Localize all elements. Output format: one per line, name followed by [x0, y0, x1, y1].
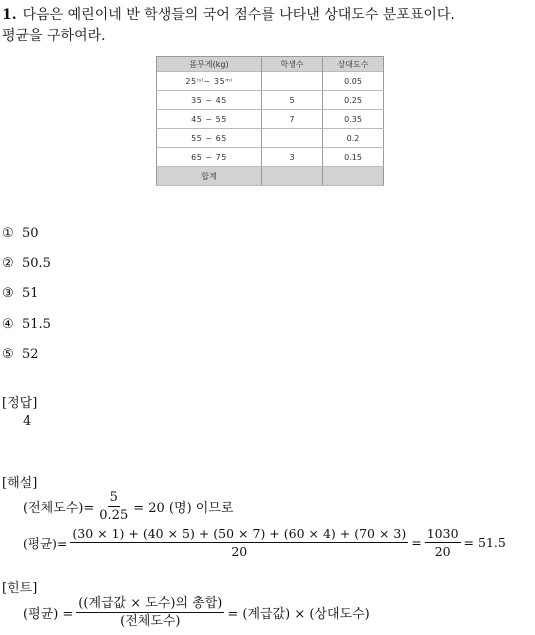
- explanation-line-1: [23, 490, 233, 523]
- option-number: ④: [2, 317, 14, 332]
- table-row: [157, 72, 384, 91]
- hint-formula: [23, 596, 370, 629]
- table-cell-class: 25ⁱˢˡ~ 35ᵐⁱ: [157, 72, 262, 91]
- table-total-count: [262, 167, 323, 186]
- fraction: [76, 596, 224, 629]
- table-cell-class: 35 ~ 45: [157, 91, 262, 110]
- table-total-row: [157, 167, 384, 186]
- option-number: ①: [2, 226, 14, 241]
- table-cell-rel: 0.05: [323, 72, 384, 91]
- option-2[interactable]: [2, 256, 51, 271]
- header-relative-frequency: 상대도수: [323, 57, 384, 72]
- answer-label: [정답]: [2, 396, 38, 411]
- hint-rhs: = (계급값) × (상대도수): [227, 607, 370, 622]
- header-weight: 몸무게(kg): [157, 57, 262, 72]
- explanation-line-2: [23, 526, 506, 559]
- fraction-denominator: 0.25: [99, 508, 129, 523]
- table-cell-count: [262, 129, 323, 148]
- table-cell-class: 65 ~ 75: [157, 148, 262, 167]
- option-number: ③: [2, 286, 14, 301]
- mean-lhs: (평균)=: [23, 535, 68, 551]
- table-header-row: [157, 57, 384, 72]
- table-cell-rel: 0.25: [323, 91, 384, 110]
- option-3[interactable]: [2, 286, 39, 301]
- fraction-denominator: 20: [434, 544, 451, 559]
- table-row: [157, 110, 384, 129]
- option-text: 50.5: [22, 256, 51, 271]
- table-cell-count: 7: [262, 110, 323, 129]
- fraction: [70, 526, 408, 559]
- table-cell-class: 55 ~ 65: [157, 129, 262, 148]
- fraction-numerator: ((계급값 × 도수)의 총합): [78, 596, 223, 611]
- question-line-2: 평균을 구하여라.: [2, 28, 106, 44]
- mean-result: = 51.5: [463, 535, 506, 550]
- option-1[interactable]: [2, 226, 39, 241]
- header-students: 학생수: [262, 57, 323, 72]
- answer-value: 4: [23, 414, 32, 429]
- option-number: ⑤: [2, 347, 14, 362]
- hint-label: [힌트]: [2, 581, 38, 596]
- equals-sign: =: [411, 535, 422, 550]
- option-text: 51.5: [22, 317, 51, 332]
- table-total-rel: [323, 167, 384, 186]
- option-text: 50: [22, 226, 39, 241]
- fraction-numerator: (30 × 1) + (40 × 5) + (50 × 7) + (60 × 4) + (70 × 3): [72, 526, 407, 541]
- table-row: [157, 148, 384, 167]
- table-cell-rel: 0.35: [323, 110, 384, 129]
- explanation-label: [해설]: [2, 476, 38, 491]
- option-text: 52: [22, 347, 39, 362]
- question-text-1: 다음은 예린이네 반 학생들의 국어 점수를 나타낸 상대도수 분포표이다.: [22, 7, 455, 23]
- frequency-table: [156, 56, 384, 186]
- table-total-label: 합계: [157, 167, 262, 186]
- total-freq-rhs: = 20 (명) 이므로: [133, 501, 234, 516]
- option-number: ②: [2, 256, 14, 271]
- table-row: [157, 129, 384, 148]
- table-cell-rel: 0.15: [323, 148, 384, 167]
- table-cell-count: [262, 72, 323, 91]
- fraction-denominator: 20: [231, 544, 248, 559]
- fraction: [97, 490, 130, 523]
- fraction: [425, 526, 461, 559]
- question-number: 1.: [2, 7, 17, 23]
- option-4[interactable]: [2, 317, 51, 332]
- table-cell-class: 45 ~ 55: [157, 110, 262, 129]
- fraction-numerator: 5: [109, 490, 118, 505]
- fraction-numerator: 1030: [426, 526, 459, 541]
- table-cell-rel: 0.2: [323, 129, 384, 148]
- hint-lhs: (평균) =: [23, 607, 74, 622]
- question-line-1: [2, 4, 455, 24]
- fraction-denominator: (전체도수): [120, 614, 181, 629]
- table-cell-count: 3: [262, 148, 323, 167]
- table-row: [157, 91, 384, 110]
- total-freq-lhs: (전체도수)=: [23, 501, 95, 516]
- table-cell-count: 5: [262, 91, 323, 110]
- option-text: 51: [22, 286, 39, 301]
- option-5[interactable]: [2, 347, 39, 362]
